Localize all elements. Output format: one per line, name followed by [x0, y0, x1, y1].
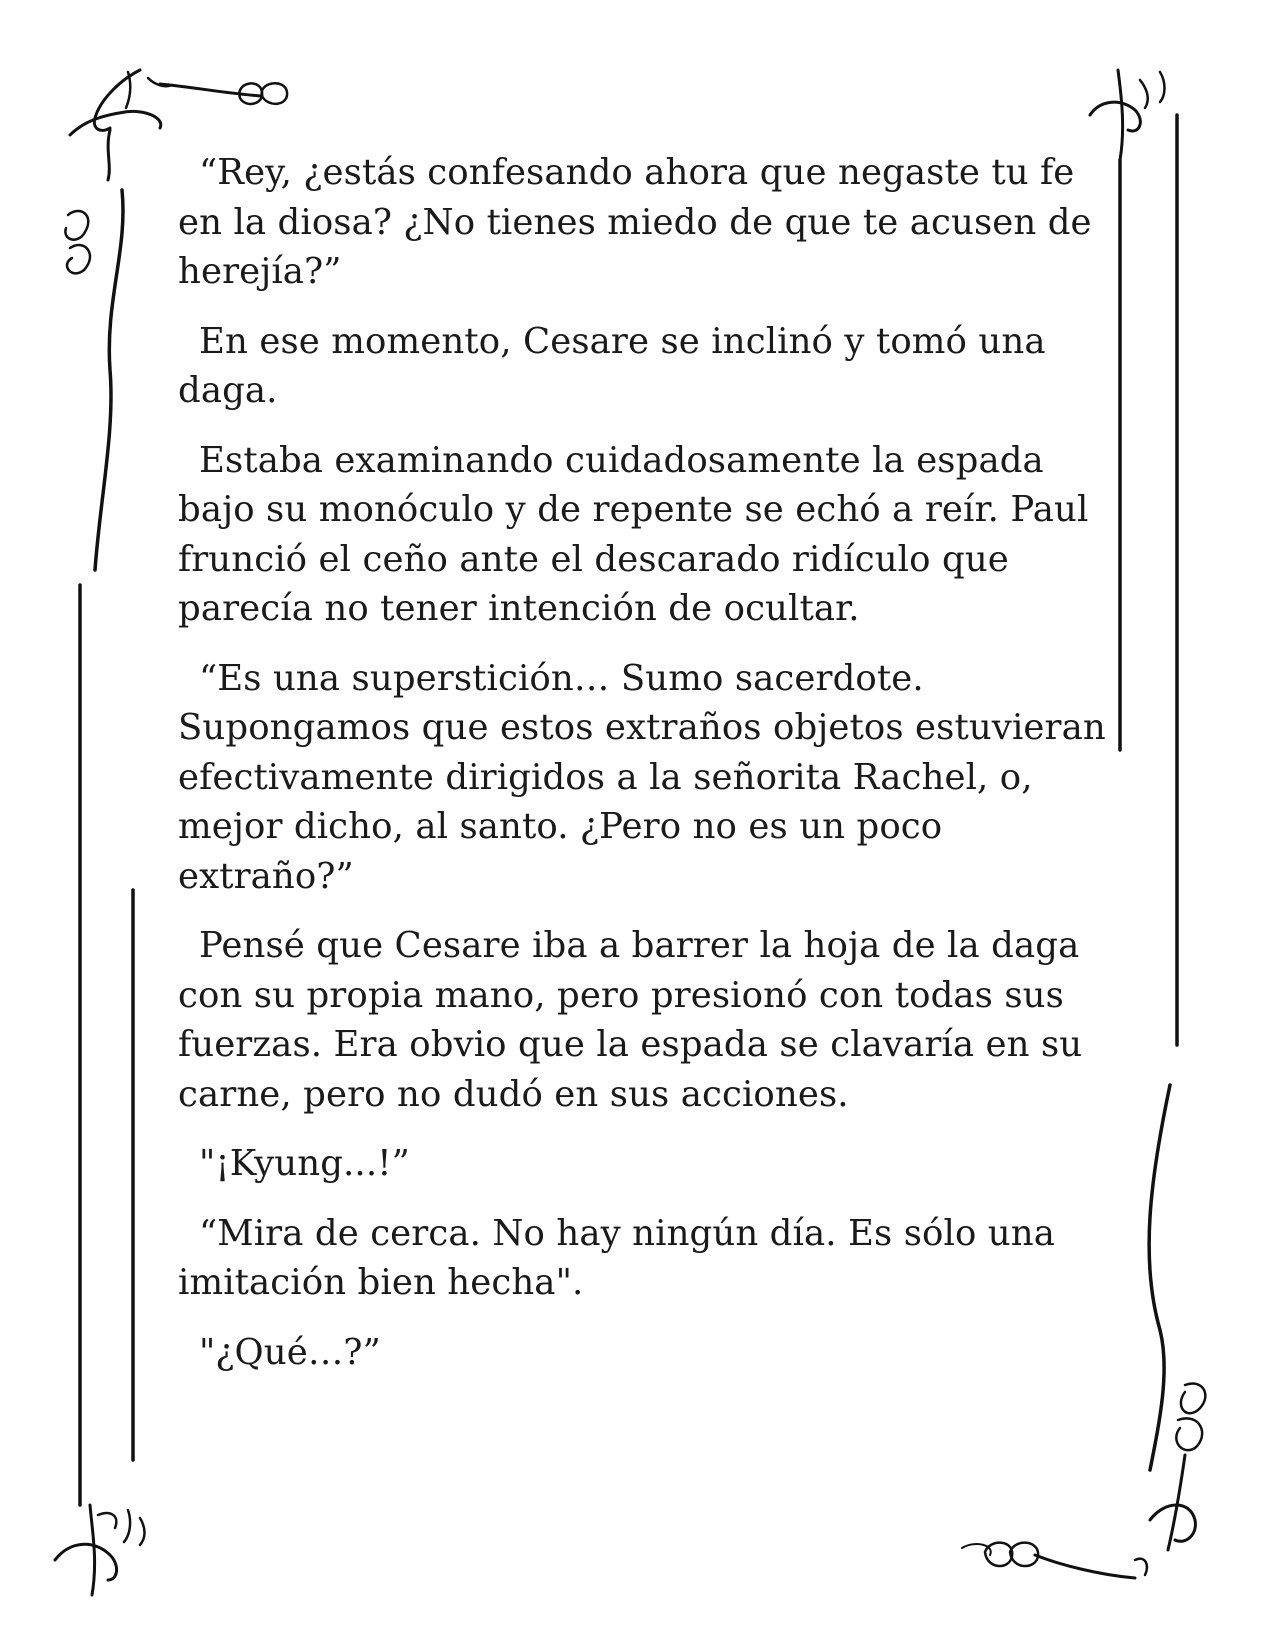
paragraph-1: “Rey, ¿estás confesando ahora que negaste tu fe en la diosa? ¿No tienes miedo de que te acusen de herejía?”	[178, 152, 1092, 292]
paragraph-6: "¡Kyung...!”	[199, 1143, 410, 1184]
story-text	[178, 148, 1108, 1397]
paragraph-3: Estaba examinando cuidadosamente la espada bajo su monóculo y de repente se echó a reír. Paul frunció el ceño ante el descarado ridículo que parecía no tener intención de ocultar.	[178, 439, 1089, 629]
paragraph-5: Pensé que Cesare iba a barrer la hoja de la daga con su propia mano, pero presionó con todas sus fuerzas. Era obvio que la espada se clavaría en su carne, pero no dudó en sus acciones.	[178, 925, 1083, 1115]
paragraph-8: "¿Qué…?”	[199, 1331, 381, 1373]
right-lower-curve	[1149, 1085, 1170, 1470]
top-right-flourish	[1090, 70, 1165, 160]
bottom-left-flourish	[55, 1505, 145, 1595]
paragraph-4: “Es una superstición… Sumo sacerdote. Supongamos que estos extraños objetos estuvieran efectivamente dirigidos a la señorita Rachel, o, mejor dicho, al santo. ¿Pero no es un poco extraño?”	[178, 657, 1106, 897]
paragraph-2: En ese momento, Cesare se inclinó y tomó una daga.	[178, 320, 1046, 411]
paragraph-7: “Mira de cerca. No hay ningún día. Es sólo una imitación bien hecha".	[178, 1212, 1055, 1303]
bottom-right-flourish	[962, 1384, 1205, 1578]
